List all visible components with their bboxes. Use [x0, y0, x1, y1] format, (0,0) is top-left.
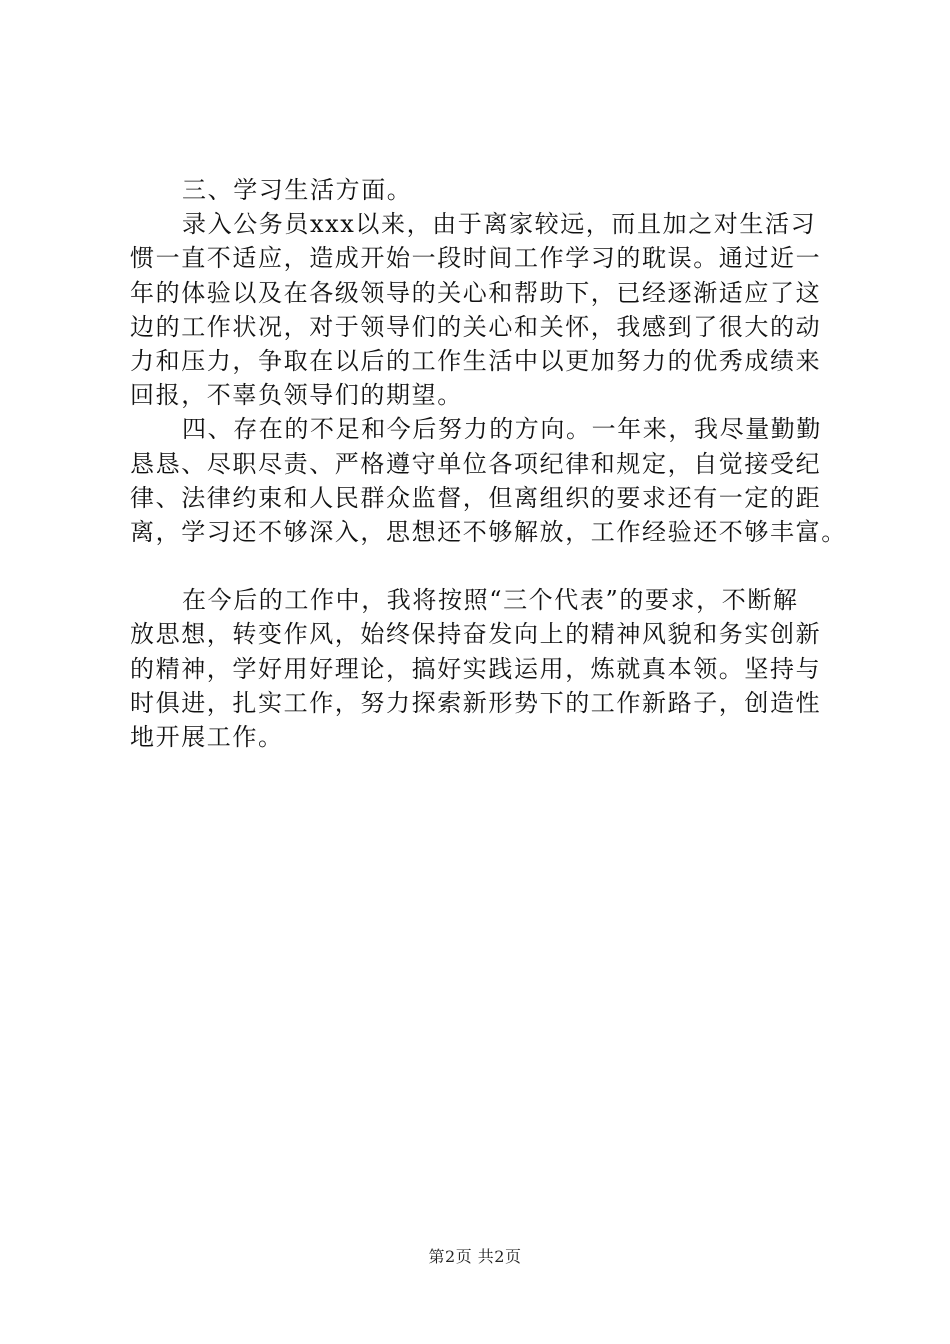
text-line: 边的工作状况，对于领导们的关心和关怀，我感到了很大的动 — [130, 312, 822, 341]
text-line: 三、学习生活方面。 — [182, 176, 413, 204]
section-three-heading — [130, 173, 830, 207]
document-body — [130, 173, 847, 754]
text-line: 恳恳、尽职尽责、严格遵守单位各项纪律和规定，自觉接受纪 — [130, 449, 822, 478]
text-line: 年的体验以及在各级领导的关心和帮助下，已经逐渐适应了这 — [130, 278, 822, 307]
text-line: 律、法律约束和人民群众监督，但离组织的要求还有一定的距 — [130, 483, 822, 512]
text-line: 离，学习还不够深入，思想还不够解放，工作经验还不够丰富。 — [130, 517, 847, 546]
text-line: 的精神，学好用好理论，搞好实践运用，炼就真本领。坚持与 — [130, 654, 822, 683]
text-line: 放思想，转变作风，始终保持奋发向上的精神风貌和务实创新 — [130, 620, 822, 649]
text-line: 力和压力，争取在以后的工作生活中以更加努力的优秀成绩来 — [130, 346, 822, 375]
closing-paragraph — [130, 583, 830, 754]
section-four — [130, 412, 847, 549]
text-line: 时俱进，扎实工作，努力探索新形势下的工作新路子，创造性 — [130, 688, 822, 717]
text-line: 惯一直不适应，造成开始一段时间工作学习的耽误。通过近一 — [130, 244, 822, 273]
text-line: 回报，不辜负领导们的期望。 — [130, 381, 463, 410]
text-line: 在今后的工作中，我将按照“三个代表”的要求，不断解 — [182, 586, 799, 615]
text-line: 地开展工作。 — [130, 723, 284, 751]
paragraph-spacer — [130, 549, 830, 583]
text-line: 四、存在的不足和今后努力的方向。一年来，我尽量勤勤 — [182, 415, 822, 444]
section-three-body — [130, 207, 830, 412]
text-line: 录入公务员xxx以来，由于离家较远，而且加之对生活习 — [182, 210, 817, 239]
page-footer: 第2页 共2页 — [428, 1247, 522, 1266]
